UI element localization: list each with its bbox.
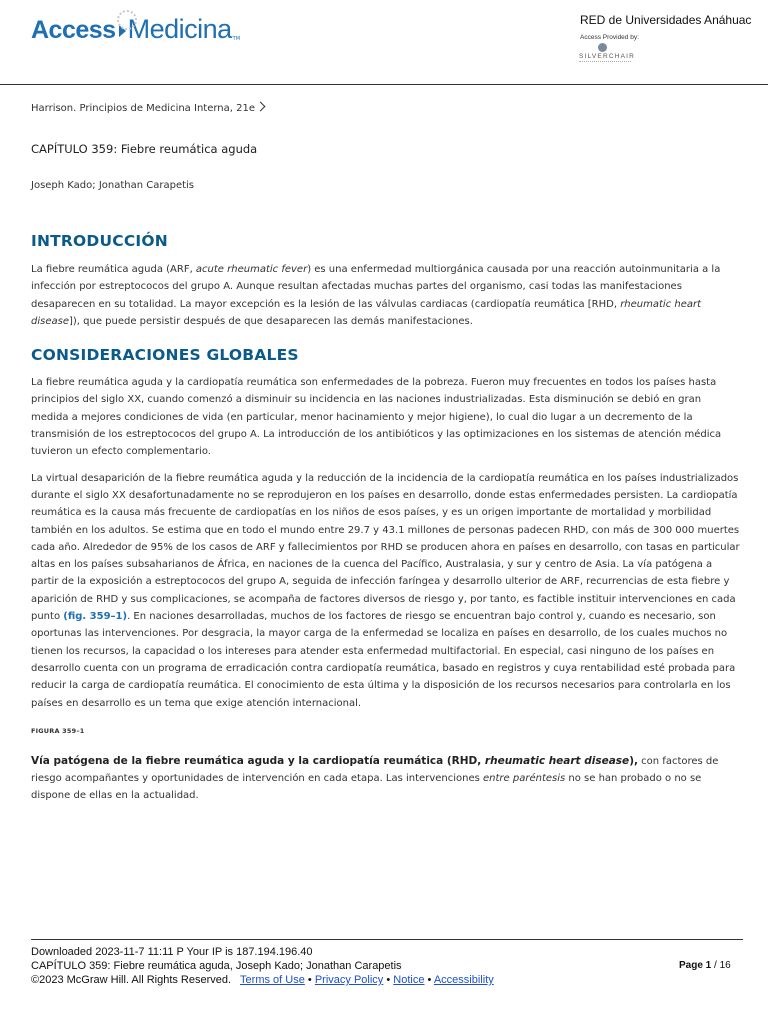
footer xyxy=(31,945,494,987)
chevron-right-icon xyxy=(256,102,266,112)
figure-reference-link[interactable]: (fig. 359–1) xyxy=(63,611,128,623)
figure-label: FIGURA 359–1 xyxy=(31,726,85,735)
intro-paragraph: La fiebre reumática aguda (ARF, acute rheumatic fever) es una enfermedad multiorgánica causada por una reacción autoinmunitaria a la infección por estreptococos del grupo A. Aunque resultan afectadas muchas partes del organismo, casi todas las manifestaciones desaparecen en su totalidad. La mayor excepción es la lesión de las válvulas cardiacas (cardiopatía reumática [RHD, rheumatic heart disease]), que puede persistir después de que desaparecen las demás manifestaciones. xyxy=(31,264,721,327)
header xyxy=(0,0,768,86)
global-paragraph-2: La virtual desaparición de la fiebre reumática aguda y la reducción de la incidencia de la cardiopatía reumática en los países industrializados durante el siglo XX desafortunadamente no se reprodujeron en los países en desarrollo, donde estas enfermedades persisten. La cardiopatía reumática es la causa más frecuente de cardiopatías en los niños de esos países, y es un origen importante de mortalidad y morbilidad también en los adultos. Se estima que en todo el mundo entre 29.7 y 43.1 millones de personas padecen RHD, con más de 300 000 muertes cada año. Alrededor de 95% de los casos de ARF y fallecimientos por RHD se producen ahora en países en desarrollo, con tasas en particular altas en los países subsaharianos de África, en naciones de la cuenca del Pacífico, Australasia, y sur y centro de Asia. La vía patógena a partir de la exposición a estreptococos del grupo A, seguida de infección faríngea y desarrollo ulterior de ARF, recurrencias de esta fiebre y aparición de RHD y sus complicaciones, se acompaña de factores diversos de riesgo y, por tanto, es factible instituir intervenciones en cada punto (fig. 359–1). En naciones desarrolladas, muchos de los factores de riesgo se encuentran bajo control y, cuando es necesario, son oportunas las intervenciones. Por desgracia, la mayor carga de la enfermedad se localiza en países en desarrollo, de los cuales muchos no tienen los recursos, la capacidad o los intereses para atender esta enfermedad multifactorial. En especial, casi ninguno de los países en desarrollo cuenta con un programa de erradicación contra cardiopatía reumática, basado en registros y cuya rentabilidad esté probada para reducir la carga de cardiopatía reumática. El conocimiento de esta última y la disposición de los recursos necesarios para controlarla en los países en desarrollo es un tema que exige atención internacional. xyxy=(31,472,740,709)
article-content xyxy=(31,100,741,805)
access-provided-label: Access Provided by: xyxy=(580,34,639,41)
global-paragraph-1: La fiebre reumática aguda y la cardiopatía reumática son enfermedades de la pobreza. Fueron muy frecuentes en todos los países hasta principios del siglo XX, cuando comenzó a disminuir su incidencia en las naciones industrializadas. Esta disminución se debió en gran medida a mejores condiciones de vida (en particular, menor hacinamiento y mejor higiene), lo cual dio lugar a un decremento de la transmisión de los estreptococos del grupo A. La introducción de los antibióticos y las optimizaciones en los sistemas de atención médica tuvieron un efecto complementario. xyxy=(31,377,722,458)
privacy-policy-link[interactable]: Privacy Policy xyxy=(314,974,384,986)
figure-caption: Vía patógena de la fiebre reumática aguda y la cardiopatía reumática (RHD, rheumatic heart disease), con factores de riesgo acompañantes y oportunidades de intervención en cada etapa. Las intervenciones entre paréntesis no se han probado o no se dispone de ellas en la actualidad. xyxy=(31,754,719,802)
logo-access-text: Access xyxy=(31,16,116,44)
copyright-text: ©2023 McGraw Hill. All Rights Reserved. xyxy=(31,974,232,986)
download-info: Downloaded 2023-11-7 11:11 P Your IP is 187.194.196.40 xyxy=(31,946,313,958)
chapter-title: CAPÍTULO 359: Fiebre reumática aguda xyxy=(31,142,258,156)
silverchair-tagline-divider xyxy=(579,61,631,63)
breadcrumb-book-title[interactable]: Harrison. Principios de Medicina Interna, 21e xyxy=(31,103,255,114)
breadcrumb[interactable] xyxy=(31,103,741,114)
footer-links-row xyxy=(31,973,494,987)
chapter-authors: Joseph Kado; Jonathan Carapetis xyxy=(31,180,195,191)
footer-chapter-line: CAPÍTULO 359: Fiebre reumática aguda, Joseph Kado; Jonathan Carapetis xyxy=(31,960,402,972)
footer-divider xyxy=(31,939,743,940)
notice-link[interactable]: Notice xyxy=(393,974,425,986)
section-heading-introduccion: INTRODUCCIÓN xyxy=(31,232,168,250)
page-total: / 16 xyxy=(714,960,731,971)
silverchair-logo: SILVERCHAIR xyxy=(579,53,636,60)
accessibility-link[interactable]: Accessibility xyxy=(433,974,494,986)
logo-gear-icon xyxy=(117,10,137,30)
footer-bullet: • xyxy=(386,974,391,986)
header-divider xyxy=(0,84,768,85)
institution-name: RED de Universidades Anáhuac xyxy=(580,13,752,27)
terms-of-use-link[interactable]: Terms of Use xyxy=(240,974,305,986)
logo-medicina-text: Medicina xyxy=(127,14,232,44)
logo-trademark: TM xyxy=(232,36,241,42)
page-indicator xyxy=(679,960,731,971)
page-current: Page 1 xyxy=(679,960,712,971)
accessmedicina-logo[interactable] xyxy=(31,14,240,45)
section-heading-consideraciones-globales: CONSIDERACIONES GLOBALES xyxy=(31,346,299,365)
footer-bullet: • xyxy=(307,974,312,986)
footer-bullet: • xyxy=(427,974,432,986)
silverchair-logo-icon xyxy=(598,43,607,52)
